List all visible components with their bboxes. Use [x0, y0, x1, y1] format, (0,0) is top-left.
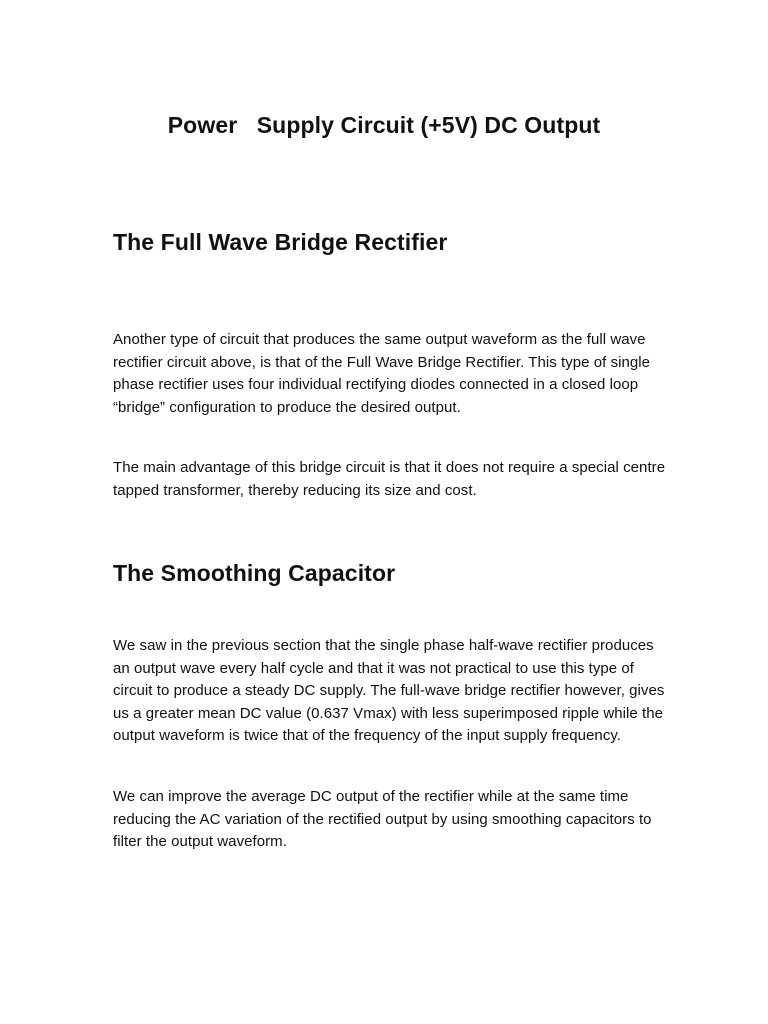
section-heading-bridge-rectifier: The Full Wave Bridge Rectifier	[113, 229, 448, 255]
section-heading-smoothing-capacitor: The Smoothing Capacitor	[113, 560, 396, 586]
document-title: Power Supply Circuit (+5V) DC Output	[167, 112, 601, 138]
paragraph-smoothing-capacitor-intro: We saw in the previous section that the single phase half-wave rectifier produces an output wave every half cycle and that it was not practical to use this type of circuit to produce a steady DC supply. The full-wave bridge rectifier however, gives us a greater mean DC value (0.637 Vmax) with less superimposed ripple while the output waveform is twice that of the frequency of the input supply frequency.	[113, 637, 665, 744]
paragraph-bridge-rectifier-advantage: The main advantage of this bridge circuit is that it does not require a special centre tapped transformer, thereby reducing its size and cost.	[113, 459, 666, 499]
paragraph-smoothing-capacitor-improvement: We can improve the average DC output of the rectifier while at the same time reducing the AC variation of the rectified output by using smoothing capacitors to filter the output waveform.	[113, 788, 652, 850]
paragraph-bridge-rectifier-intro: Another type of circuit that produces the same output waveform as the full wave rectifier circuit above, is that of the Full Wave Bridge Rectifier. This type of single phase rectifier uses four individual rectifying diodes connected in a closed loop “bridge” configuration to produce the desired output.	[113, 331, 651, 416]
